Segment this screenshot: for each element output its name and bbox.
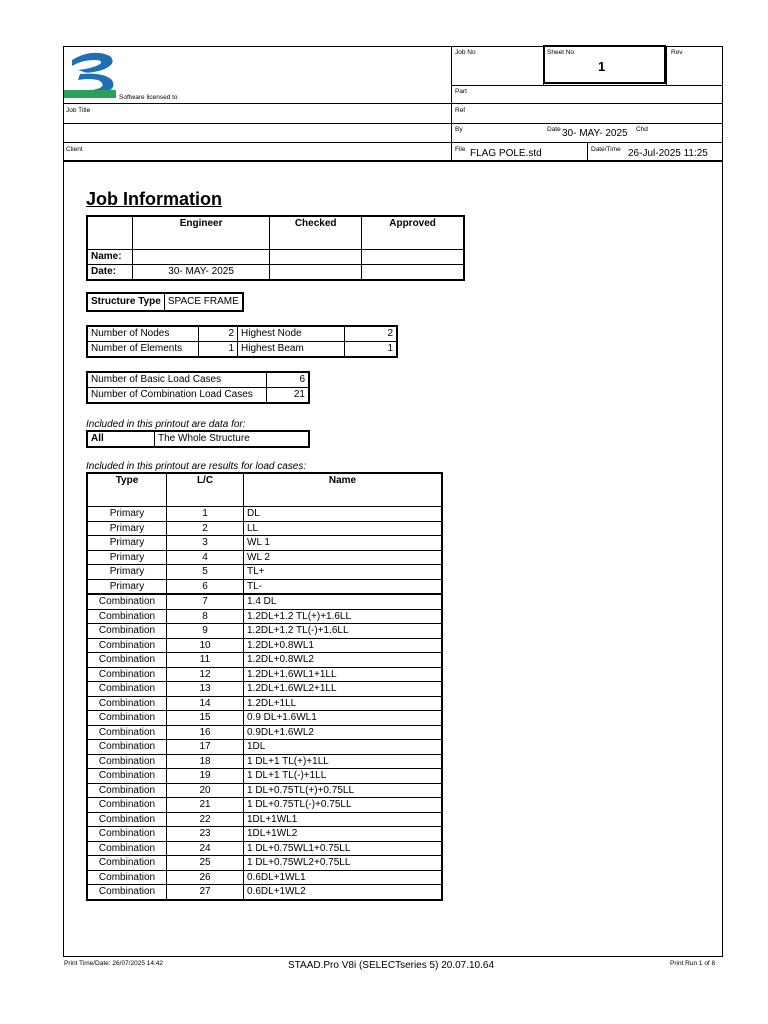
- table-row: [87, 870, 442, 885]
- name-header: Name: [244, 473, 443, 507]
- row-lc: 7: [167, 594, 244, 609]
- row-name: WL 1: [244, 536, 443, 551]
- part-label: Part: [455, 88, 467, 95]
- table-row: [87, 579, 442, 594]
- row-lc: 10: [167, 638, 244, 653]
- combination-load-cases-value: 21: [267, 388, 310, 404]
- row-lc: 11: [167, 653, 244, 668]
- load-cases-table: [86, 472, 443, 901]
- row-name: 1.2DL+0.8WL2: [244, 653, 443, 668]
- table-row: [87, 740, 442, 755]
- staad-logo: [64, 48, 120, 100]
- row-name: 1.2DL+1.2 TL(-)+1.6LL: [244, 624, 443, 639]
- date-value: 30- MAY- 2025: [562, 128, 628, 139]
- row-name: 1 DL+0.75WL1+0.75LL: [244, 841, 443, 856]
- row-name: TL+: [244, 565, 443, 580]
- nodes-label: Number of Nodes: [87, 326, 199, 342]
- print-time: Print Time/Date: 26/07/2025 14:42: [64, 960, 164, 967]
- row-lc: 3: [167, 536, 244, 551]
- date-label: Date: [547, 126, 561, 133]
- row-name: 1 DL+0.75TL(-)+0.75LL: [244, 798, 443, 813]
- row-lc: 23: [167, 827, 244, 842]
- row-type: Combination: [87, 740, 167, 755]
- row-lc: 17: [167, 740, 244, 755]
- table-row: [87, 885, 442, 900]
- row-lc: 25: [167, 856, 244, 871]
- highest-node-label: Highest Node: [238, 326, 345, 342]
- software-version: STAAD.Pro V8i (SELECTseries 5) 20.07.10.64: [288, 960, 495, 971]
- row-lc: 1: [167, 507, 244, 522]
- row-type: Combination: [87, 594, 167, 609]
- row-lc: 20: [167, 783, 244, 798]
- checked-date: [270, 265, 362, 281]
- row-name: 1.2DL+1.6WL2+1LL: [244, 682, 443, 697]
- row-type: Combination: [87, 841, 167, 856]
- row-type: Combination: [87, 638, 167, 653]
- row-type: Primary: [87, 565, 167, 580]
- corner-cell: [87, 216, 133, 250]
- by-label: By: [455, 126, 463, 133]
- scope-desc: The Whole Structure: [155, 431, 310, 447]
- engineer-date: 30- MAY- 2025: [133, 265, 270, 281]
- client-label: Client: [66, 146, 83, 153]
- row-type: Combination: [87, 667, 167, 682]
- table-row: [87, 769, 442, 784]
- approved-name: [362, 250, 464, 265]
- table-row: [87, 812, 442, 827]
- row-name: 0.9 DL+1.6WL1: [244, 711, 443, 726]
- row-name: 1.4 DL: [244, 594, 443, 609]
- table-row: [87, 783, 442, 798]
- row-lc: 15: [167, 711, 244, 726]
- row-name: 0.6DL+1WL2: [244, 885, 443, 900]
- structure-type-label: Structure Type: [87, 293, 164, 311]
- row-lc: 4: [167, 550, 244, 565]
- table-row: [87, 536, 442, 551]
- row-lc: 14: [167, 696, 244, 711]
- nodes-value: 2: [199, 326, 238, 342]
- row-lc: 26: [167, 870, 244, 885]
- row-type: Combination: [87, 856, 167, 871]
- row-type: Primary: [87, 536, 167, 551]
- row-lc: 12: [167, 667, 244, 682]
- table-row: [87, 696, 442, 711]
- job-no-label: Job No: [455, 49, 476, 56]
- row-lc: 18: [167, 754, 244, 769]
- engineer-name: [133, 250, 270, 265]
- table-row: [87, 667, 442, 682]
- row-name: 1.2DL+1.6WL1+1LL: [244, 667, 443, 682]
- highest-node-value: 2: [345, 326, 398, 342]
- row-name: 1 DL+0.75WL2+0.75LL: [244, 856, 443, 871]
- highest-beam-label: Highest Beam: [238, 342, 345, 358]
- row-type: Combination: [87, 609, 167, 624]
- row-type: Combination: [87, 624, 167, 639]
- row-type: Combination: [87, 798, 167, 813]
- row-name: 1.2DL+1LL: [244, 696, 443, 711]
- table-row: [87, 798, 442, 813]
- table-row: [87, 856, 442, 871]
- row-type: Combination: [87, 769, 167, 784]
- table-row: [87, 638, 442, 653]
- row-type: Combination: [87, 827, 167, 842]
- job-title-label: Job Title: [66, 107, 91, 114]
- table-row: [87, 521, 442, 536]
- row-type: Combination: [87, 711, 167, 726]
- table-row: [87, 754, 442, 769]
- load-cases-body: [87, 507, 442, 900]
- lc-header: L/C: [167, 473, 244, 507]
- table-row: [87, 609, 442, 624]
- row-lc: 21: [167, 798, 244, 813]
- approved-date: [362, 265, 464, 281]
- row-name: LL: [244, 521, 443, 536]
- table-row: [87, 827, 442, 842]
- scope-value: All: [87, 431, 155, 447]
- table-row: [87, 624, 442, 639]
- row-name: 1.2DL+1.2 TL(+)+1.6LL: [244, 609, 443, 624]
- row-lc: 2: [167, 521, 244, 536]
- ref-label: Ref: [455, 107, 466, 114]
- row-name: 0.9DL+1.6WL2: [244, 725, 443, 740]
- load-case-count-table: [86, 371, 310, 404]
- row-lc: 16: [167, 725, 244, 740]
- row-name: 1DL+1WL1: [244, 812, 443, 827]
- sheet-no-label: Sheet No: [547, 49, 575, 56]
- row-type: Primary: [87, 507, 167, 522]
- page-title: Job Information: [86, 189, 222, 209]
- row-name: DL: [244, 507, 443, 522]
- type-header: Type: [87, 473, 167, 507]
- row-name: 1DL+1WL2: [244, 827, 443, 842]
- table-row: [87, 725, 442, 740]
- combination-load-cases-label: Number of Combination Load Cases: [87, 388, 267, 404]
- highest-beam-value: 1: [345, 342, 398, 358]
- row-lc: 5: [167, 565, 244, 580]
- file-value: FLAG POLE.std: [470, 148, 542, 159]
- row-name: 1 DL+1 TL(-)+1LL: [244, 769, 443, 784]
- row-lc: 24: [167, 841, 244, 856]
- row-name: 0.6DL+1WL1: [244, 870, 443, 885]
- structure-type-value: SPACE FRAME: [164, 293, 242, 311]
- row-lc: 13: [167, 682, 244, 697]
- row-lc: 6: [167, 579, 244, 594]
- row-lc: 22: [167, 812, 244, 827]
- row-type: Combination: [87, 783, 167, 798]
- row-type: Combination: [87, 725, 167, 740]
- row-type: Combination: [87, 812, 167, 827]
- datetime-value: 26-Jul-2025 11:25: [628, 148, 708, 159]
- row-type: Combination: [87, 682, 167, 697]
- row-name: WL 2: [244, 550, 443, 565]
- date-row-label: Date:: [87, 265, 133, 281]
- row-type: Primary: [87, 550, 167, 565]
- datetime-label: Date/Time: [591, 146, 621, 153]
- row-name: 1.2DL+0.8WL1: [244, 638, 443, 653]
- checked-name: [270, 250, 362, 265]
- file-label: File: [455, 146, 466, 153]
- table-row: [87, 594, 442, 609]
- table-row: [87, 507, 442, 522]
- table-row: [87, 711, 442, 726]
- row-type: Primary: [87, 521, 167, 536]
- row-type: Combination: [87, 754, 167, 769]
- basic-load-cases-label: Number of Basic Load Cases: [87, 372, 267, 388]
- chd-label: Chd: [636, 126, 648, 133]
- row-name: TL-: [244, 579, 443, 594]
- row-name: 1 DL+1 TL(+)+1LL: [244, 754, 443, 769]
- sheet-no-value: 1: [598, 59, 606, 74]
- row-type: Combination: [87, 870, 167, 885]
- row-lc: 27: [167, 885, 244, 900]
- licensed-to-label: Software licensed to: [119, 94, 178, 101]
- footer-rule: [63, 956, 723, 957]
- results-caption: Included in this printout are results for load cases:: [86, 461, 307, 472]
- row-lc: 19: [167, 769, 244, 784]
- structure-type-table: [86, 292, 244, 312]
- table-row: [87, 550, 442, 565]
- table-row: [87, 682, 442, 697]
- row-lc: 9: [167, 624, 244, 639]
- engineer-header: Engineer: [133, 216, 270, 250]
- job-info-table: [86, 215, 465, 281]
- row-type: Combination: [87, 696, 167, 711]
- table-row: [87, 565, 442, 580]
- rev-label: Rev: [671, 49, 683, 56]
- checked-header: Checked: [270, 216, 362, 250]
- print-run: Print Run 1 of 8: [670, 960, 716, 967]
- row-type: Primary: [87, 579, 167, 594]
- included-data-table: [86, 430, 310, 448]
- row-type: Combination: [87, 653, 167, 668]
- row-name: 1DL: [244, 740, 443, 755]
- row-name: 1 DL+0.75TL(+)+0.75LL: [244, 783, 443, 798]
- table-row: [87, 841, 442, 856]
- row-lc: 8: [167, 609, 244, 624]
- elements-value: 1: [199, 342, 238, 358]
- approved-header: Approved: [362, 216, 464, 250]
- name-label: Name:: [87, 250, 133, 265]
- basic-load-cases-value: 6: [267, 372, 310, 388]
- elements-label: Number of Elements: [87, 342, 199, 358]
- row-type: Combination: [87, 885, 167, 900]
- included-data-caption: Included in this printout are data for:: [86, 419, 246, 430]
- counts-table: [86, 325, 398, 358]
- table-row: [87, 653, 442, 668]
